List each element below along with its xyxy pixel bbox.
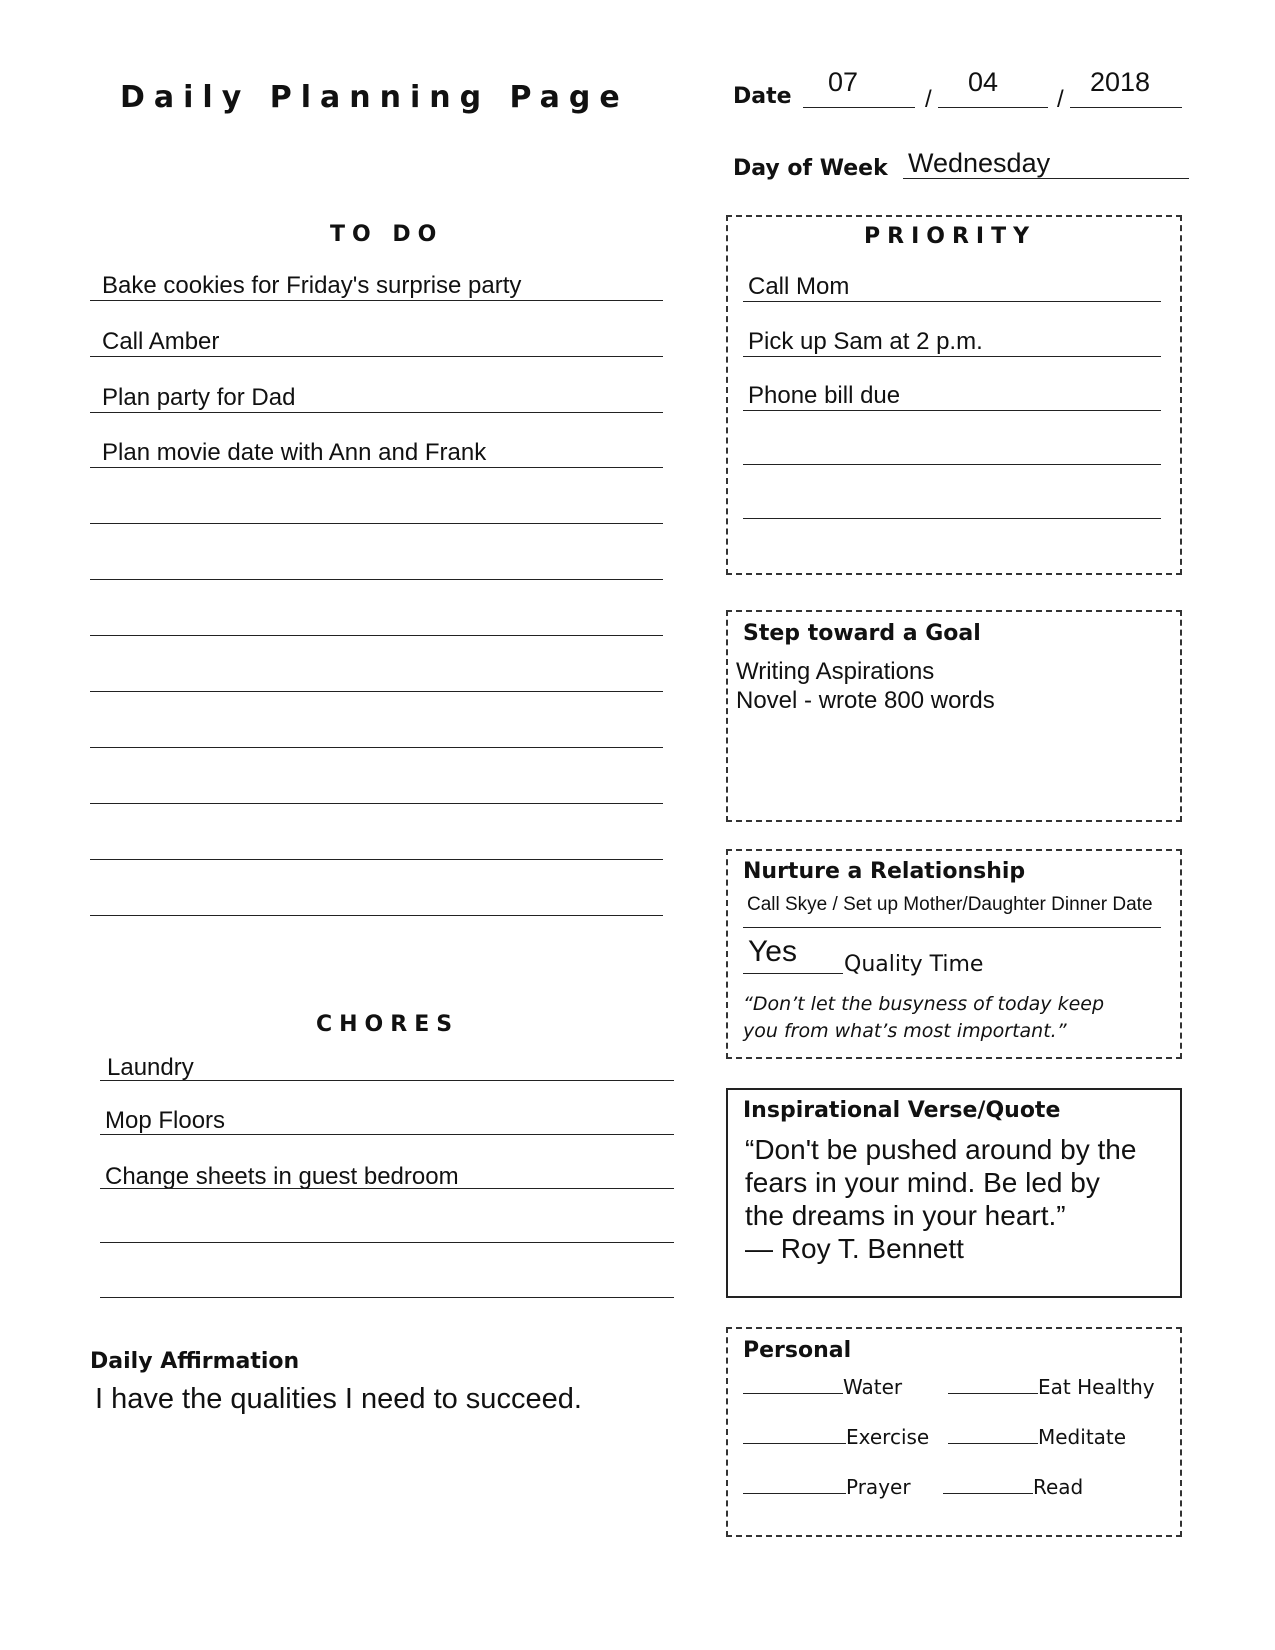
- goal-line[interactable]: Novel - wrote 800 words: [736, 687, 995, 714]
- todo-line-empty[interactable]: [90, 691, 663, 692]
- chore-line: [100, 1080, 674, 1081]
- personal-label: Prayer: [846, 1475, 911, 1499]
- chore-line: [100, 1188, 674, 1189]
- date-day-value: 04: [968, 67, 999, 97]
- priority-item[interactable]: Phone bill due: [748, 382, 901, 409]
- personal-label: Eat Healthy: [1038, 1375, 1155, 1399]
- chore-item[interactable]: Laundry: [107, 1054, 194, 1081]
- relationship-task[interactable]: Call Skye / Set up Mother/Daughter Dinner Date: [747, 894, 1153, 915]
- relationship-heading: Nurture a Relationship: [743, 859, 1026, 884]
- personal-label: Water: [843, 1375, 903, 1399]
- chore-line: [100, 1134, 674, 1135]
- todo-line-empty[interactable]: [90, 859, 663, 860]
- priority-line-empty[interactable]: [743, 518, 1161, 519]
- priority-line-empty[interactable]: [743, 464, 1161, 465]
- relationship-quote-line: “Don’t let the busyness of today keep: [743, 993, 1105, 1015]
- date-month-field[interactable]: [803, 80, 915, 108]
- personal-item-prayer[interactable]: [743, 1475, 911, 1499]
- date-year-value: 2018: [1090, 67, 1151, 97]
- personal-blank[interactable]: [743, 1427, 846, 1444]
- quality-time-value[interactable]: Yes: [748, 935, 797, 968]
- day-of-week-value: Wednesday: [908, 148, 1051, 178]
- date-separator: /: [925, 86, 932, 113]
- todo-item[interactable]: Plan movie date with Ann and Frank: [102, 439, 487, 466]
- personal-item-read[interactable]: [943, 1475, 1083, 1499]
- quality-time-label: Quality Time: [844, 952, 984, 977]
- inspirational-quote-line: the dreams in your heart.”: [745, 1200, 1066, 1231]
- personal-blank[interactable]: [743, 1377, 843, 1394]
- date-separator: /: [1057, 86, 1064, 113]
- personal-blank[interactable]: [948, 1427, 1038, 1444]
- goal-heading: Step toward a Goal: [743, 621, 981, 646]
- personal-label: Read: [1033, 1475, 1084, 1499]
- priority-item[interactable]: Call Mom: [748, 273, 850, 300]
- personal-label: Meditate: [1038, 1425, 1127, 1449]
- todo-item[interactable]: Plan party for Dad: [102, 384, 296, 411]
- chore-item[interactable]: Change sheets in guest bedroom: [105, 1163, 459, 1190]
- date-month-value: 07: [828, 67, 859, 97]
- priority-line: [743, 410, 1161, 411]
- relationship-quote-line: you from what’s most important.”: [743, 1020, 1067, 1042]
- personal-item-eat-healthy[interactable]: [948, 1375, 1155, 1399]
- inspirational-quote: [745, 1133, 1136, 1265]
- todo-line: [90, 356, 663, 357]
- inspirational-author: — Roy T. Bennett: [745, 1233, 964, 1264]
- todo-line-empty[interactable]: [90, 579, 663, 580]
- todo-line-empty[interactable]: [90, 523, 663, 524]
- quality-time-blank[interactable]: [743, 973, 843, 974]
- todo-line-empty[interactable]: [90, 747, 663, 748]
- inspirational-quote-line: fears in your mind. Be led by: [745, 1167, 1100, 1198]
- page-title: Daily Planning Page: [120, 80, 629, 115]
- todo-line-empty[interactable]: [90, 635, 663, 636]
- affirmation-heading: Daily Affirmation: [90, 1349, 300, 1374]
- personal-blank[interactable]: [943, 1477, 1033, 1494]
- todo-heading: TO DO: [330, 222, 444, 247]
- todo-line: [90, 300, 663, 301]
- chore-line-empty[interactable]: [100, 1242, 674, 1243]
- priority-heading: PRIORITY: [864, 224, 1037, 249]
- chores-heading: CHORES: [316, 1012, 460, 1037]
- personal-item-exercise[interactable]: [743, 1425, 929, 1449]
- date-label: Date: [733, 84, 792, 109]
- personal-blank[interactable]: [743, 1477, 846, 1494]
- todo-item[interactable]: Call Amber: [102, 328, 220, 355]
- personal-blank[interactable]: [948, 1377, 1038, 1394]
- todo-item[interactable]: Bake cookies for Friday's surprise party: [102, 272, 522, 299]
- affirmation-text[interactable]: I have the qualities I need to succeed.: [95, 1383, 582, 1415]
- todo-line-empty[interactable]: [90, 803, 663, 804]
- priority-line: [743, 301, 1161, 302]
- personal-heading: Personal: [743, 1338, 852, 1363]
- priority-line: [743, 356, 1161, 357]
- personal-item-water[interactable]: [743, 1375, 902, 1399]
- goal-line[interactable]: Writing Aspirations: [736, 658, 935, 685]
- priority-item[interactable]: Pick up Sam at 2 p.m.: [748, 328, 983, 355]
- todo-line-empty[interactable]: [90, 915, 663, 916]
- inspirational-quote-line: “Don't be pushed around by the: [745, 1134, 1137, 1165]
- chore-line-empty[interactable]: [100, 1297, 674, 1298]
- relationship-task-line: [743, 927, 1161, 928]
- day-of-week-label: Day of Week: [733, 156, 888, 181]
- personal-item-meditate[interactable]: [948, 1425, 1126, 1449]
- personal-label: Exercise: [846, 1425, 930, 1449]
- todo-line: [90, 467, 663, 468]
- inspirational-heading: Inspirational Verse/Quote: [743, 1098, 1061, 1123]
- todo-line: [90, 412, 663, 413]
- chore-item[interactable]: Mop Floors: [105, 1107, 226, 1134]
